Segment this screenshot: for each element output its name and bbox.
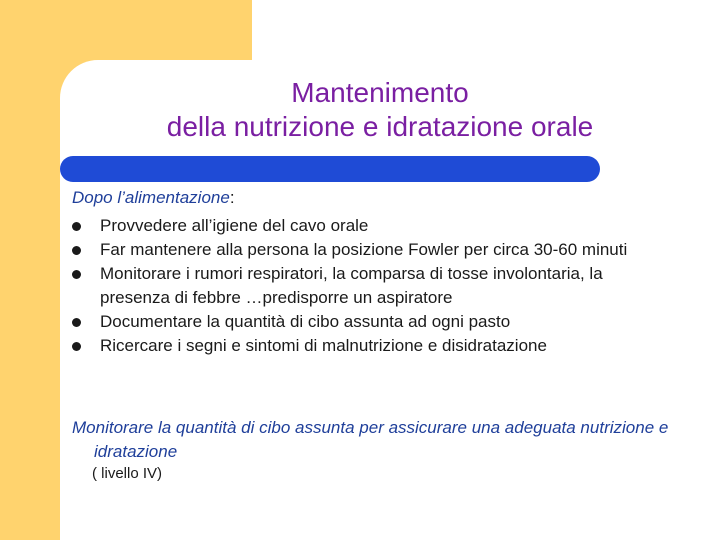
slide-title	[80, 76, 680, 144]
bullet-item	[72, 310, 672, 334]
title-divider	[60, 156, 600, 182]
bullet-dot-icon	[72, 318, 81, 327]
bullet-text: Ricercare i segni e sintomi di malnutrizione e disidratazione	[100, 336, 547, 355]
title-line-1: Mantenimento	[291, 77, 469, 108]
bullet-dot-icon	[72, 342, 81, 351]
bullet-item	[72, 334, 672, 358]
bullet-text: Provvedere all’igiene del cavo orale	[100, 216, 369, 235]
bullet-dot-icon	[72, 222, 81, 231]
bullet-text: Documentare la quantità di cibo assunta ad ogni pasto	[100, 312, 511, 331]
bullet-dot-icon	[72, 270, 81, 279]
bullet-dot-icon	[72, 246, 81, 255]
bullet-text: Monitorare i rumori respiratori, la comparsa di tosse involontaria, la presenza di febbre …predisporre un aspiratore	[100, 264, 603, 307]
bullet-list	[72, 214, 672, 358]
title-line-2: della nutrizione e idratazione orale	[166, 111, 594, 142]
intro-colon: :	[229, 188, 235, 207]
intro-label: Dopo l’alimentazione	[72, 188, 230, 207]
bullet-item	[72, 214, 672, 238]
bullet-item	[72, 238, 672, 262]
bullet-text: Far mantenere alla persona la posizione Fowler per circa 30-60 minuti	[100, 240, 628, 259]
intro-heading	[72, 186, 662, 210]
evidence-level: ( livello IV)	[92, 465, 163, 482]
closing-statement: Monitorare la quantità di cibo assunta per assicurare una adeguata nutrizione e idratazione	[72, 418, 669, 461]
bullet-item	[72, 262, 672, 310]
